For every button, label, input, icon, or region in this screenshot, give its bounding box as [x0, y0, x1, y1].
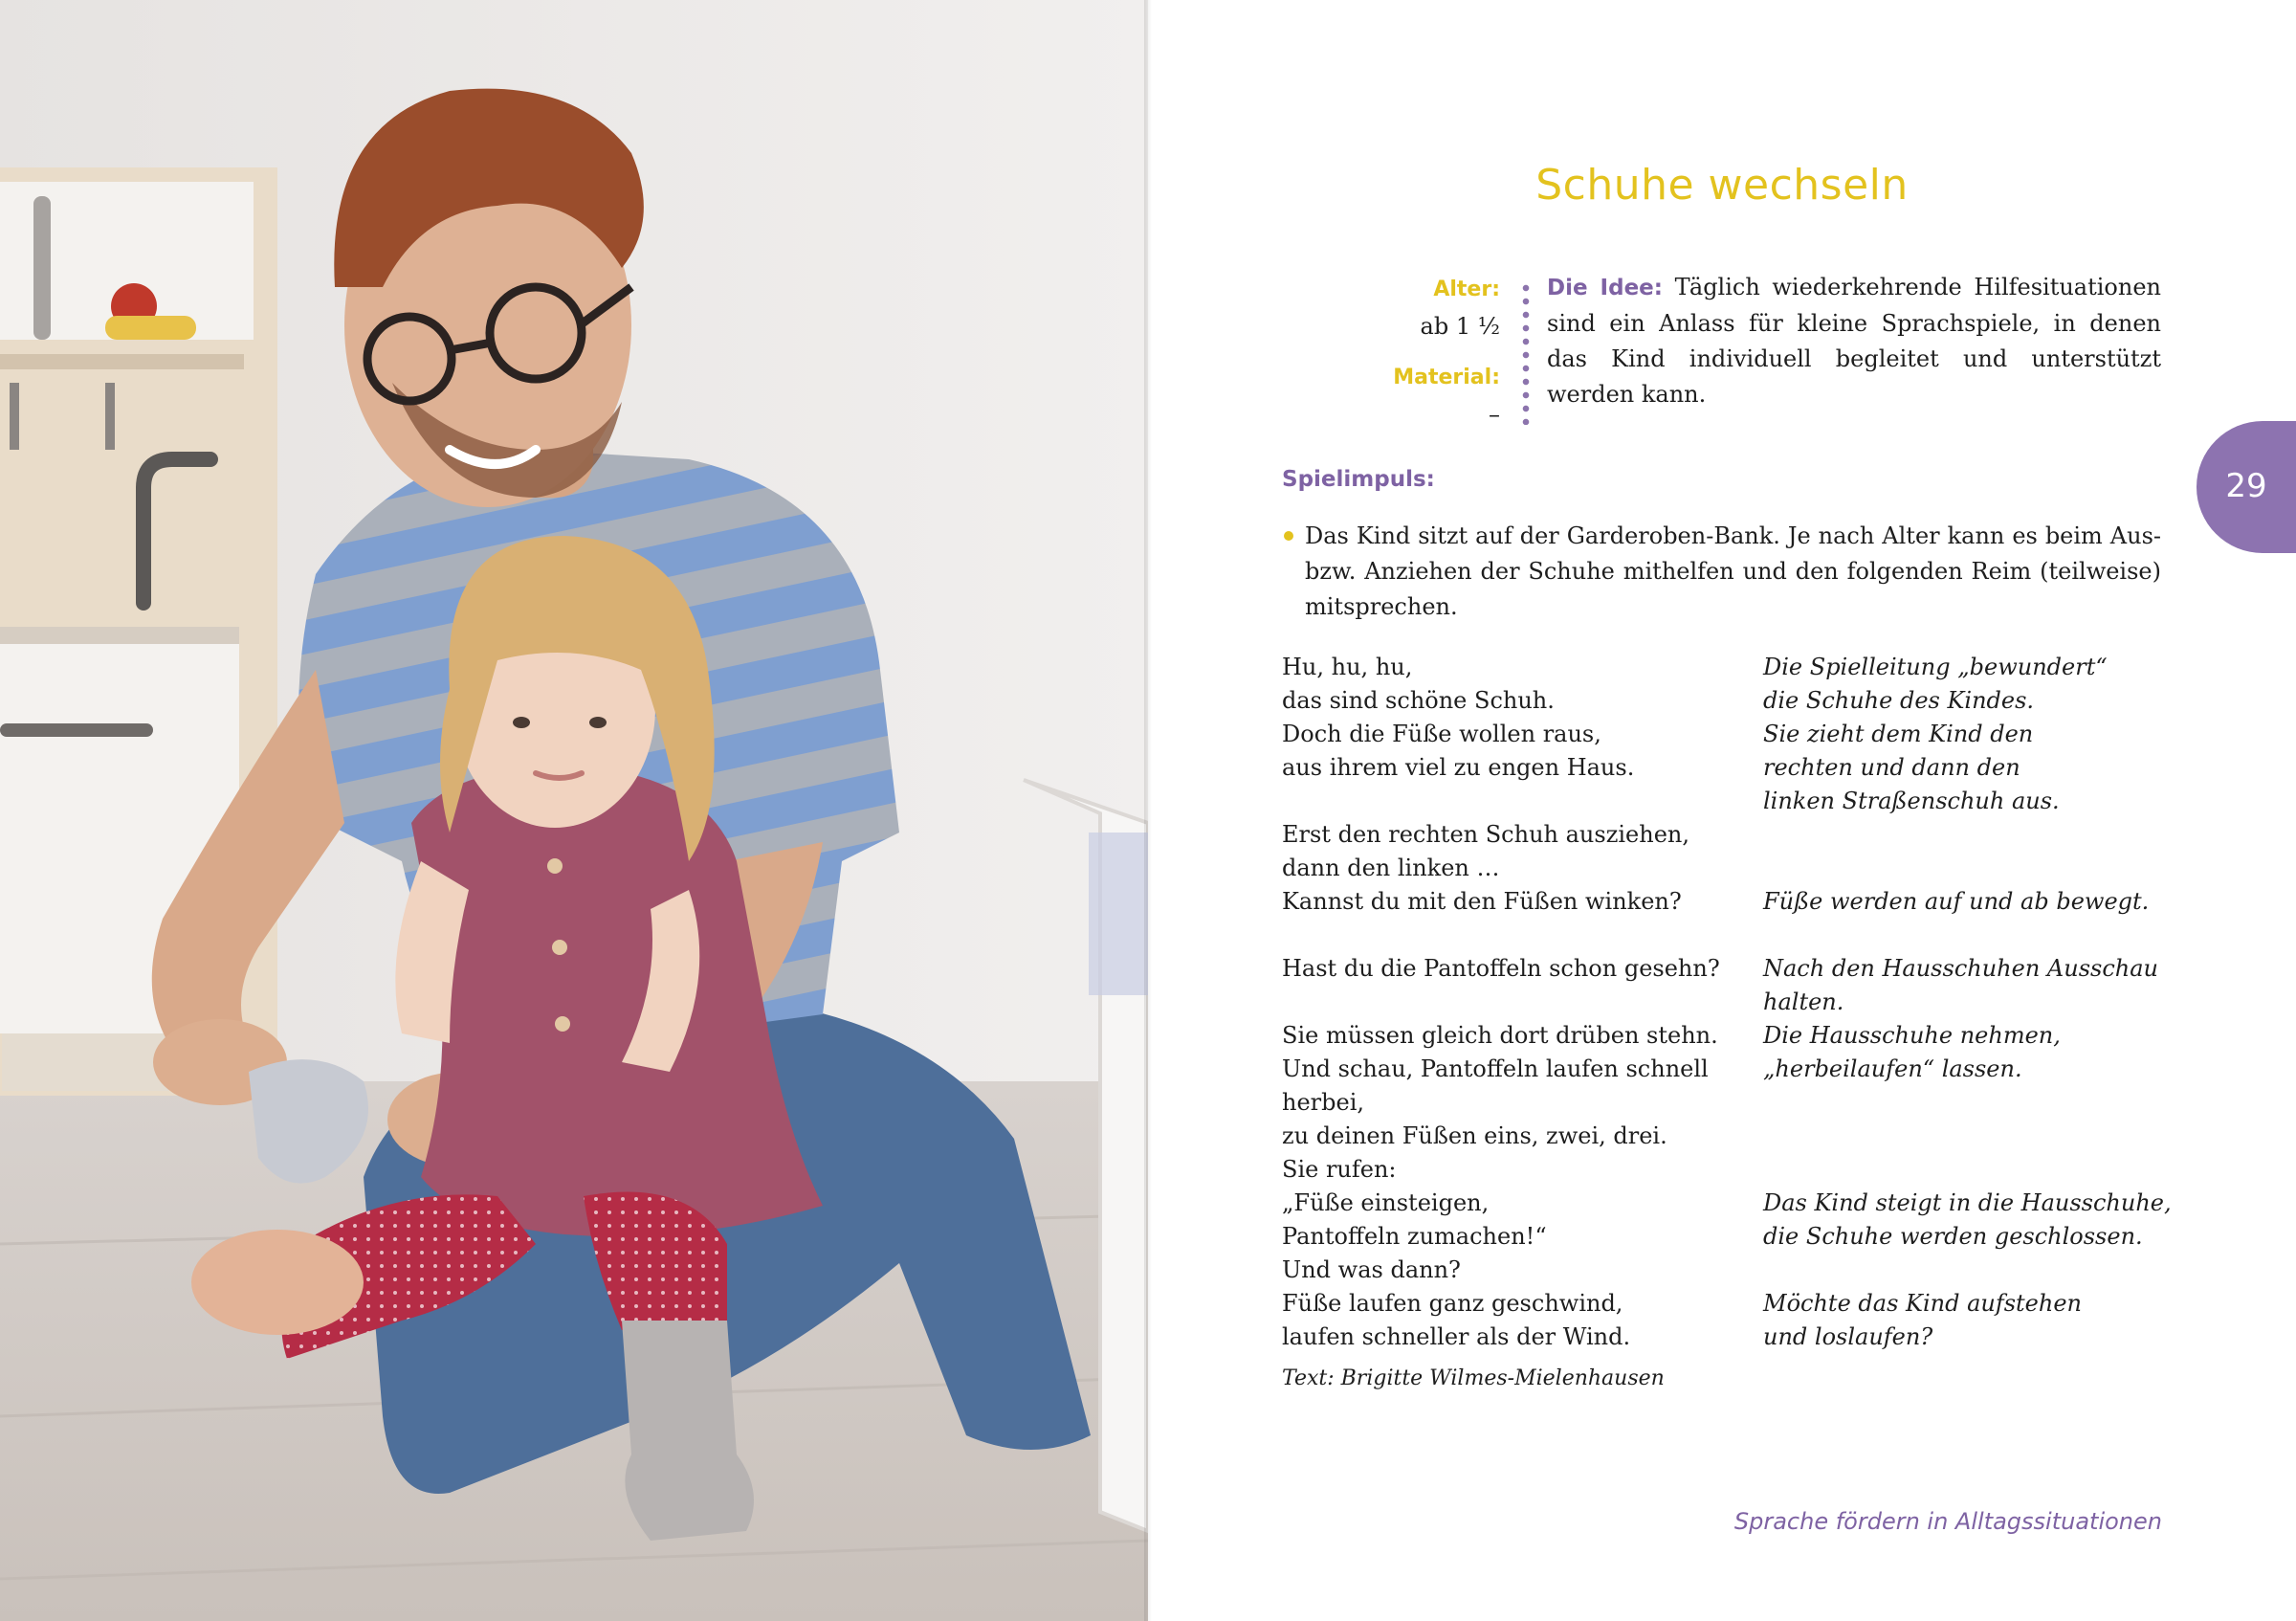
verse-line: Und schau, Pantoffeln laufen schnell — [1282, 1055, 1709, 1082]
verse-line: Pantoffeln zumachen!“ — [1282, 1223, 1547, 1250]
page-title: Schuhe wechseln — [1535, 161, 1909, 210]
chapter-footer: Sprache fördern in Alltagssituationen — [1733, 1508, 2162, 1535]
instruction-line: halten. — [1763, 988, 1844, 1015]
material-label: Material: — [1393, 366, 1500, 389]
instruction-line: „herbeilaufen“ lassen. — [1763, 1055, 2022, 1082]
spielimpuls-label: Spielimpuls: — [1282, 467, 1435, 492]
verse-line: „Füße einsteigen, — [1282, 1189, 1490, 1216]
verse-line: zu deinen Füßen eins, zwei, drei. — [1282, 1122, 1667, 1149]
dotted-divider — [1522, 281, 1530, 425]
child-bare-foot — [191, 1230, 364, 1335]
instruction-line: Möchte das Kind aufstehen — [1763, 1290, 2082, 1317]
idea-paragraph — [1547, 270, 2161, 412]
verse-line: Hu, hu, hu, — [1282, 654, 1413, 680]
instruction-line: Nach den Hausschuhen Ausschau — [1763, 955, 2159, 982]
verse-line: Und was dann? — [1282, 1256, 1461, 1283]
idea-label: Die Idee: — [1547, 276, 1663, 300]
spielimpuls-bullet: Das Kind sitzt auf der Garderoben-Bank. Je nach Alter kann es beim Aus- bzw. Anziehen der Schuhe mithelfen und den folgenden Reim (teilweise) mitsprechen. — [1305, 522, 2161, 620]
verse-line: Kannst du mit den Füßen winken? — [1282, 888, 1682, 915]
instruction-line: linken Straßenschuh aus. — [1763, 788, 2060, 814]
instruction-line: Das Kind steigt in die Hausschuhe, — [1763, 1189, 2172, 1216]
verse-line: Füße laufen ganz geschwind, — [1282, 1290, 1623, 1317]
instruction-line: die Schuhe des Kindes. — [1763, 687, 2035, 714]
bullet-dot-icon — [1284, 531, 1293, 541]
verse-line: dann den linken … — [1282, 855, 1500, 881]
text-credit: Text: Brigitte Wilmes-Mielenhausen — [1282, 1366, 1665, 1390]
verse-line: herbei, — [1282, 1089, 1365, 1116]
material-value: – — [1489, 401, 1500, 428]
rhyme-block — [1282, 651, 2172, 1354]
age-value: ab 1 ½ — [1420, 313, 1500, 340]
instruction-line: und loslaufen? — [1763, 1323, 1933, 1350]
verse-line: aus ihrem viel zu engen Haus. — [1282, 754, 1635, 781]
book-gutter — [1144, 0, 1152, 1621]
verse-line: Doch die Füße wollen raus, — [1282, 721, 1601, 747]
instruction-line: Die Hausschuhe nehmen, — [1763, 1022, 2061, 1049]
instruction-line: Die Spielleitung „bewundert“ — [1763, 654, 2108, 680]
verse-line: Sie müssen gleich dort drüben stehn. — [1282, 1022, 1718, 1049]
rhyme-stanza-2 — [1282, 818, 2162, 919]
instruction-line: Sie zieht dem Kind den — [1763, 721, 2034, 747]
instruction-line: Füße werden auf und ab bewegt. — [1763, 888, 2150, 915]
verse-line: das sind schöne Schuh. — [1282, 687, 1555, 714]
rhyme-stanza-1 — [1282, 651, 2162, 814]
verse-line: Erst den rechten Schuh ausziehen, — [1282, 821, 1689, 848]
rhyme-stanza-3 — [1282, 952, 2162, 1015]
instruction-line: rechten und dann den — [1763, 754, 2020, 781]
verse-line: Hast du die Pantoffeln schon gesehn? — [1282, 955, 1720, 982]
meta-column — [1320, 272, 1500, 433]
page-number: 29 — [2225, 467, 2267, 505]
verse-line: Sie rufen: — [1282, 1156, 1397, 1183]
verse-line: laufen schneller als der Wind. — [1282, 1323, 1631, 1350]
age-label: Alter: — [1433, 278, 1500, 301]
idea-text: Täglich wiederkehrende Hilfesituationen sind ein Anlass für kleine Sprachspiele, in denen das Kind individuell begleitet und unterstützt werden kann. — [1547, 274, 2161, 408]
instruction-line: die Schuhe werden geschlossen. — [1763, 1223, 2143, 1250]
rhyme-stanza-4 — [1282, 1019, 2172, 1354]
